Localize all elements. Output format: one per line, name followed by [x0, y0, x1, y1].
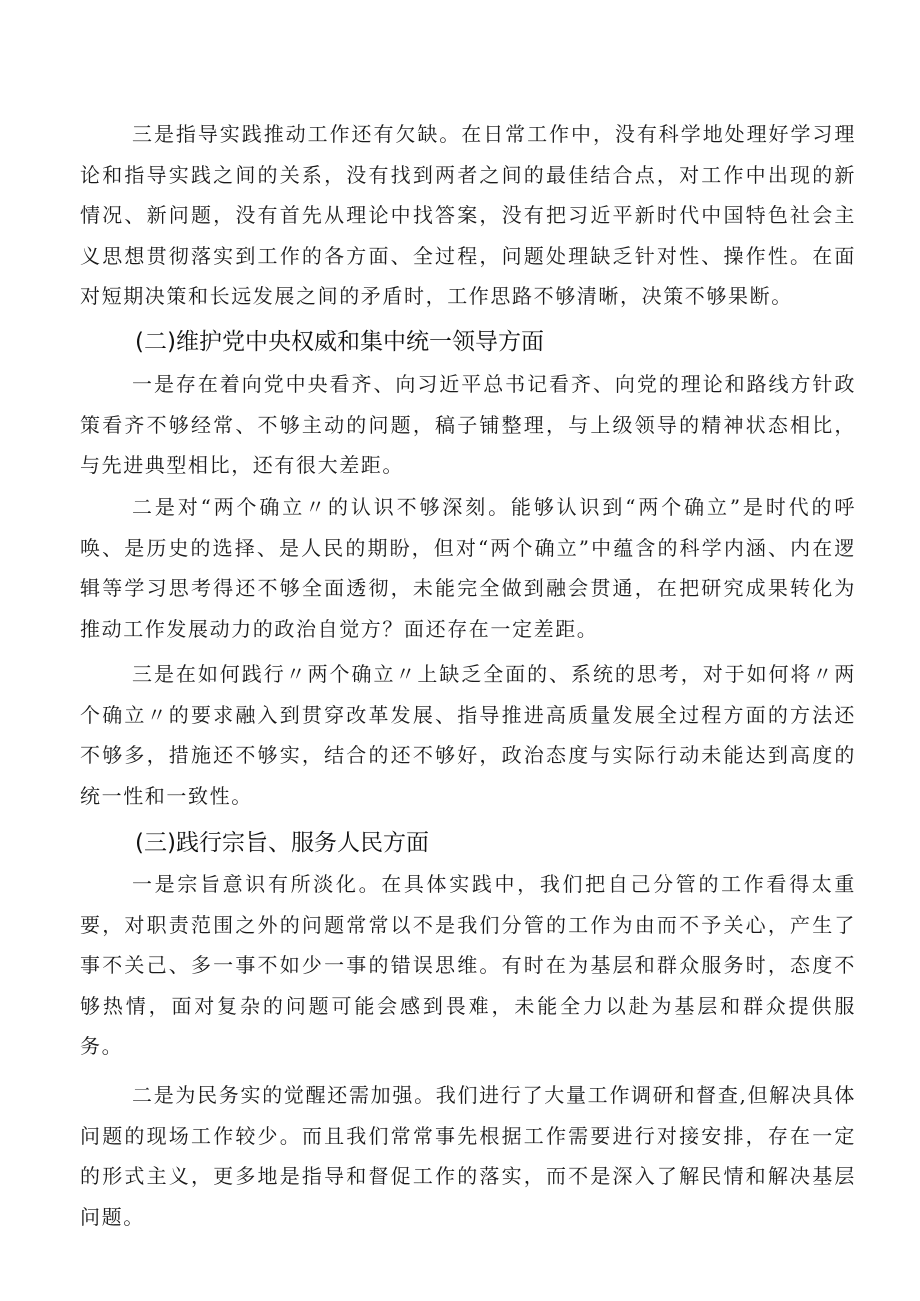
paragraph-two-establishments-practice: 三是在如何践行〃两个确立〃上缺乏全面的、系统的思考，对于如何将〃两个确立〃的要求融入到贯穿改革发展、指导推进高质量发展全过程方面的方法还不够多，措施还不够实，结合的还不够好，政治态度与实际行动未能达到高度的统一性和一致性。: [80, 662, 856, 808]
paragraph-purpose-awareness: 一是宗旨意识有所淡化。在具体实践中，我们把自己分管的工作看得太重要，对职责范围之外的问题常常以不是我们分管的工作为由而不予关心，产生了事不关己、多一事不如少一事的错误思维。有时在为基层和群众服务时，态度不够热情，面对复杂的问题可能会感到畏难，未能全力以赴为基层和群众提供服务。: [80, 872, 856, 1058]
paragraph-practice-guidance: 三是指导实践推动工作还有欠缺。在日常工作中，没有科学地处理好学习理论和指导实践之间的关系，没有找到两者之间的最佳结合点，对工作中出现的新情况、新问题，没有首先从理论中找答案，没有把习近平新时代中国特色社会主义思想贯彻落实到工作的各方面、全过程，问题处理缺乏针对性、操作性。在面对短期决策和长远发展之间的矛盾时，工作思路不够清晰，决策不够果断。: [80, 122, 856, 308]
paragraph-two-establishments-understanding: 二是对“两个确立〃的认识不够深刻。能够认识到“两个确立”是时代的呼唤、是历史的选择、是人民的期盼，但对“两个确立”中蕴含的科学内涵、内在逻辑等学习思考得还不够全面透彻，未能完全做到融会贯通，在把研究成果转化为推动工作发展动力的政治自觉方？面还存在一定差距。: [80, 495, 856, 641]
paragraph-pragmatic-service: 二是为民务实的觉醒还需加强。我们进行了大量工作调研和督查,但解决具体问题的现场工作较少。而且我们常常事先根据工作需要进行对接安排，存在一定的形式主义，更多地是指导和督促工作的落实，而不是深入了解民情和解决基层问题。: [80, 1083, 856, 1229]
section-heading-serve-people: (三)践行宗旨、服务人民方面: [135, 830, 429, 856]
section-heading-party-authority: (二)维护党中央权威和集中统一领导方面: [135, 329, 544, 355]
paragraph-alignment: 一是存在着向党中央看齐、向习近平总书记看齐、向党的理论和路线方针政策看齐不够经常、不够主动的问题，稿子铺整理，与上级领导的精神状态相比，与先进典型相比，还有很大差距。: [80, 372, 856, 477]
